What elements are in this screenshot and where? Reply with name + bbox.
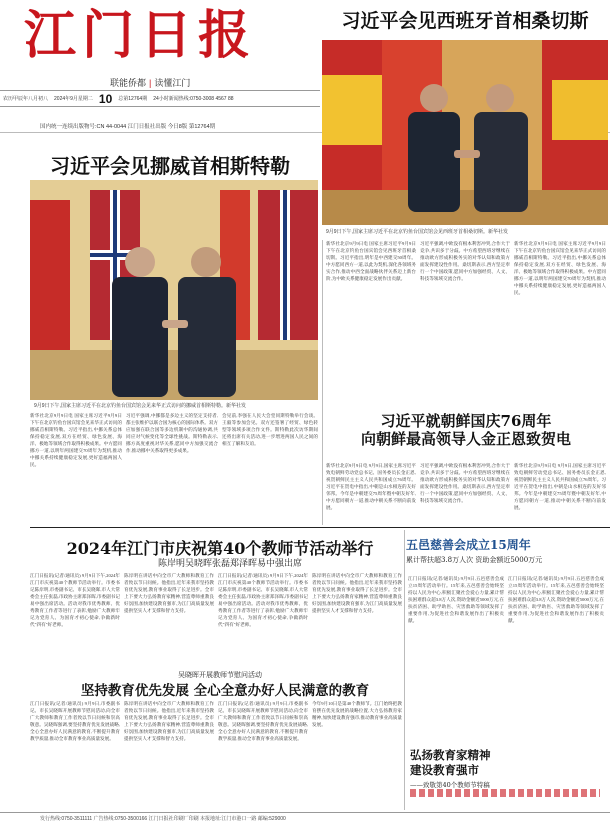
lunar-date: 农历甲辰年八月初八: [3, 96, 49, 102]
article-text: 江门日报讯(记者/通讯员) 9月9日下午,2024年江门市庆祝第40个教师节活动举行。市委书记陈岸明,市委副书记、市长吴晓晖,市人大常委会主任张磊,市政协主席郑泽晖,市委副书记易中强出席活动。活动对我市优秀教师、优秀教育工作者等进行了表彰,勉励广大教师牢记为党育人、为国育才初心使命,争做新时代"四有"好老师。: [218, 573, 308, 627]
article-text: 新华社北京9月9日电 国家主席习近平9月9日下午在北京钓鱼台国宾馆会见西班牙首相桑切斯。习近平指出,明年是中西建交50周年。中方愿同西方一道,以此为契机,深化各领域务实合作,推动中西全面战略伙伴关系迈上新台阶,为中欧关系健康稳定发展作出贡献。: [326, 241, 416, 281]
article-text: 陈岸明在讲话中向全市广大教师和教育工作者致以节日问候。他指出,近年来我市坚持教育优先发展,教育事业取得了长足进步。全市上下要大力弘扬教育家精神,营造尊师重教良好氛围,加快建设教育强市,为江门高质量发展提供坚实人才支撑和智力支持。: [124, 701, 214, 741]
photo-spain-meeting[interactable]: [322, 40, 608, 225]
column-divider: [404, 530, 405, 810]
subheadline-teacher-day: 陈岸明吴晓晖张磊郑泽晖易中强出席: [157, 559, 302, 569]
article-text: 新华社北京9月9日电 9月9日,国家主席习近平致电朝鲜劳动党总书记、国务委员长金正恩,祝贺朝鲜民主主义人民共和国成立76周年。习近平在贺电中指出,中朝是山水相连的友好邻邦。今年是中朝建交75周年暨中朝友好年,中方愿同朝方一道,推动中朝关系不断向前发展。: [514, 463, 606, 510]
headline-teacher-day[interactable]: 2024年江门市庆祝第40个教师节活动举行: [66, 539, 374, 558]
article-text: 习近平强调,中欧没有根本利害冲突,合作大于竞争,共识多于分歧。中方希望西班牙继续在推动欧方形成积极务实的对华认知和政策方面发挥建设性作用。桑切斯表示,西方坚定奉行一个中国政策,愿同中方加强经贸、人文、科技等领域交流合作。: [420, 463, 510, 503]
article-text: 陈岸明在讲话中向全市广大教师和教育工作者致以节日问候。他指出,近年来我市坚持教育优先发展,教育事业取得了长足进步。全市上下要大力弘扬教育家精神,营造尊师重教良好氛围,加快建设教育强市,为江门高质量发展提供坚实人才支撑和智力支持。: [124, 573, 214, 613]
paper-name: 江门日报: [24, 5, 257, 66]
article-text: 习近平强调,中挪都是多边主义的坚定支持者,都主张维护以联合国为核心的国际体系。双方应加强在联合国等多边机制中的沟通协调,共同应对气候变化等全球性挑战。斯特勒表示,挪方高度重视对华关系,愿同中方加强交流合作,推动挪中关系取得更多成果。: [126, 413, 218, 453]
charity-box: [406, 536, 610, 565]
date: 2024年9月星期二: [54, 96, 93, 102]
article-text: 江门日报讯(记者/通讯员) 9月9日,市委副书记、市长吴晓晖开展教师节慰问活动,向全市广大教师和教育工作者致以节日问候和崇高敬意。吴晓晖强调,要坚持教育优先发展战略,全心全意办好人民满意的教育,不断提升教育教学质量,推动全市教育事业高质量发展。: [218, 701, 308, 741]
masthead: [0, 0, 320, 105]
headline-line: 向朝鲜最高领导人金正恩致贺电: [360, 430, 571, 448]
publication-line: 国内统一连续出版物号:CN 44-0044 江门日报社出版 今日8版 第12764期: [0, 121, 610, 133]
slogan: 联能侨都 | 读懂江门: [110, 78, 191, 88]
section-divider: [30, 527, 610, 528]
article-text: 江门日报讯(记者/通讯员) 9月9日,五邑慈善会成立15周年活动举行。15年来,五邑慈善会始终坚持以人民为中心,积极汇聚社会爱心力量,累计帮扶困难群众超3.8万人次,资助金额近5000万元,在扶贫济困、助学助医、灾害救助等领域发挥了重要作用,为促进社会和谐发展作出了积极贡献。: [508, 576, 604, 623]
article-text: 今年9月10日是第40个教师节。江门始终把教育摆在优先发展的战略位置,大力弘扬教育家精神,加快建设教育强市,推动教育事业高质量发展。: [312, 701, 402, 727]
headline-line: 建设教育强市: [410, 763, 479, 777]
article-text: 新华社北京9月9日电 国家主席习近平9月9日下午在北京钓鱼台国宾馆会见来华正式访问的挪威首相斯特勒。习近平指出,中挪关系总体保持稳定发展,双方在经贸、绿色发展、海洋、极地等领域合作取得积极成果。中方愿同挪方一道,以明年两国建交70周年为契机,推动中挪关系持续健康稳定发展,更好造福两国人民。: [30, 413, 122, 467]
headline-line: 弘扬教育家精神: [410, 748, 491, 762]
hotline: 24小时新闻热线:0750-3008 4567 88: [153, 96, 234, 102]
column-divider: [322, 240, 323, 525]
photo-caption: 9月9日下午,国家主席习近平在北京钓鱼台国宾馆会见来华正式访问的挪威首相斯特勒。新华社发: [34, 403, 246, 409]
headline-line: 习近平就朝鲜国庆76周年: [380, 412, 552, 430]
photo-caption: 9月9日下午,国家主席习近平在北京钓鱼台国宾馆会见西班牙首相桑切斯。新华社发: [326, 229, 508, 235]
issue-number: 10: [98, 91, 113, 106]
headline-korea[interactable]: [330, 412, 602, 448]
headline-charity[interactable]: 五邑慈善会成立15周年: [406, 538, 531, 552]
article-text: 习近平强调,中欧没有根本利害冲突,合作大于竞争,共识多于分歧。中方希望西班牙继续在推动欧方形成积极务实的对华认知和政策方面发挥建设性作用。桑切斯表示,西方坚定奉行一个中国政策,愿同中方加强经贸、人文、科技等领域交流合作。: [420, 241, 510, 281]
subheadline-charity: 累计帮扶超3.8万人次 资助金额近5000万元: [406, 556, 543, 564]
headline-norway[interactable]: 习近平会见挪威首相斯特勒: [50, 154, 290, 178]
article-text: 江门日报讯(记者/通讯员) 9月9日下午,2024年江门市庆祝第40个教师节活动举行。市委书记陈岸明,市委副书记、市长吴晓晖,市人大常委会主任张磊,市政协主席郑泽晖,市委副书记易中强出席活动。活动对我市优秀教师、优秀教育工作者等进行了表彰,勉励广大教师牢记为党育人、为国育才初心使命,争做新时代"四有"好老师。: [30, 573, 120, 627]
feature-box: [410, 748, 600, 789]
decorative-stripe: [410, 789, 600, 797]
headline-spain[interactable]: 习近平会见西班牙首相桑切斯: [341, 10, 589, 32]
slogan-part: 联能侨都: [110, 78, 147, 88]
headline-spirit[interactable]: [410, 748, 600, 778]
article-text: 陈岸明在讲话中向全市广大教师和教育工作者致以节日问候。他指出,近年来我市坚持教育优先发展,教育事业取得了长足进步。全市上下要大力弘扬教育家精神,营造尊师重教良好氛围,加快建设教育强市,为江门高质量发展提供坚实人才支撑和智力支持。: [312, 573, 402, 613]
slogan-part: 读懂江门: [154, 78, 191, 88]
article-text: 新华社北京9月9日电 国家主席习近平9月9日下午在北京钓鱼台国宾馆会见来华正式访问的挪威首相斯特勒。习近平指出,中挪关系总体保持稳定发展,双方在经贸、绿色发展、海洋、极地等领域合作取得积极成果。中方愿同挪方一道,以明年两国建交70周年为契机,推动中挪关系持续健康稳定发展,更好造福两国人民。: [514, 241, 606, 295]
photo-norway-meeting[interactable]: [30, 180, 318, 400]
total-issue: 总第12764期: [118, 96, 148, 102]
article-text: 新华社北京9月9日电 9月9日,国家主席习近平致电朝鲜劳动党总书记、国务委员长金正恩,祝贺朝鲜民主主义人民共和国成立76周年。习近平在贺电中指出,中朝是山水相连的友好邻邦。今年是中朝建交75周年暨中朝友好年,中方愿同朝方一道,推动中朝关系不断向前发展。: [326, 463, 416, 510]
footer: 发行热线:0750-3511111 广告热线:0750-3500166 江门日报社印刷厂印刷 本报地址:江门市港口一路 邮编:529000: [0, 812, 610, 825]
article-text: 江门日报讯(记者/通讯员) 9月9日,市委副书记、市长吴晓晖开展教师节慰问活动,向全市广大教师和教育工作者致以节日问候和崇高敬意。吴晓晖强调,要坚持教育优先发展战略,全心全意办好人民满意的教育,不断提升教育教学质量,推动全市教育事业高质量发展。: [30, 701, 120, 741]
kicker-edu: 吴晓晖开展教师节慰问活动: [178, 672, 262, 679]
headline-education[interactable]: 坚持教育优先发展 全心全意办好人民满意的教育: [80, 683, 370, 699]
meeting-photo-image: [30, 180, 318, 400]
issue-info-bar: [0, 90, 320, 107]
article-text: 江门日报讯(记者/通讯员) 9月9日,五邑慈善会成立15周年活动举行。15年来,五邑慈善会始终坚持以人民为中心,积极汇聚社会爱心力量,累计帮扶困难群众超3.8万人次,资助金额近5000万元,在扶贫济困、助学助医、灾害救助等领域发挥了重要作用,为促进社会和谐发展作出了积极贡献。: [408, 576, 504, 623]
meeting-photo-image: [322, 40, 608, 225]
article-text: 会见前,李强在人民大会堂同斯特勒举行会谈。王毅等参加会见。双方还签署了经贸、绿色转型等领域多项合作文件。斯特勒此次访华期间还将出席有关活动,进一步增进两国人民之间的相互了解和友谊。: [222, 413, 318, 446]
subheadline-spirit: ——致敬第40个教师节特稿: [410, 781, 490, 789]
